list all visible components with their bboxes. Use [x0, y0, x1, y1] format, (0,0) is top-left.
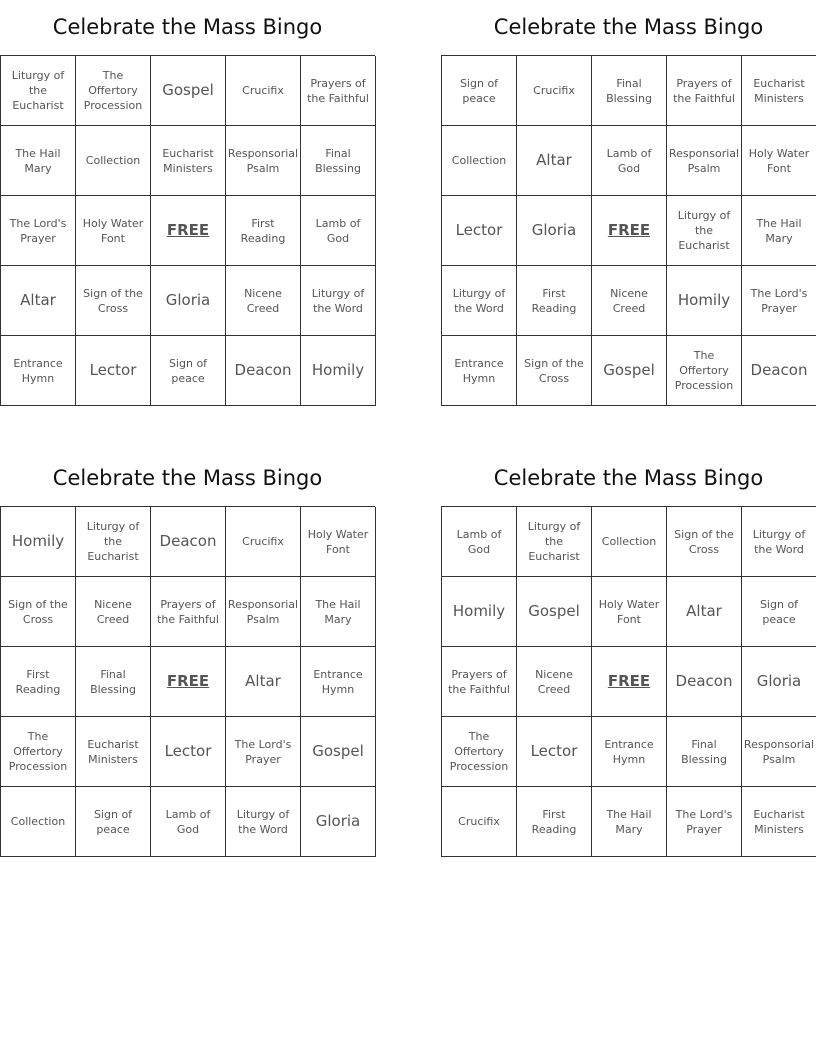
bingo-cell: Gospel [301, 717, 376, 787]
bingo-cell: Deacon [667, 647, 742, 717]
bingo-cell: Lamb of God [442, 507, 517, 577]
card-title: Celebrate the Mass Bingo [52, 15, 323, 39]
bingo-card-3 [0, 451, 375, 857]
bingo-card-1 [0, 0, 375, 406]
bingo-cell: Crucifix [517, 56, 592, 126]
bingo-cell: Nicene Creed [517, 647, 592, 717]
bingo-cell: Homily [1, 507, 76, 577]
free-space-cell: FREE [592, 647, 667, 717]
bingo-cell: Eucharist Ministers [76, 717, 151, 787]
bingo-cell: Liturgy of the Eucharist [517, 507, 592, 577]
bingo-cell: First Reading [226, 196, 301, 266]
bingo-cell: Collection [1, 787, 76, 857]
bingo-cell: Sign of the Cross [667, 507, 742, 577]
bingo-cell: Final Blessing [76, 647, 151, 717]
bingo-cell: Holy Water Font [76, 196, 151, 266]
bingo-cell: Lector [442, 196, 517, 266]
bingo-cell: Liturgy of the Eucharist [667, 196, 742, 266]
bingo-cell: First Reading [517, 266, 592, 336]
bingo-cell: Liturgy of the Word [742, 507, 816, 577]
bingo-cell: The Lord's Prayer [226, 717, 301, 787]
bingo-cell: Responsorial Psalm [742, 717, 816, 787]
bingo-cell: First Reading [1, 647, 76, 717]
bingo-cell: Altar [1, 266, 76, 336]
bingo-cell: Lector [76, 336, 151, 406]
bingo-card-2 [441, 0, 816, 406]
bingo-card-4 [441, 451, 816, 857]
bingo-grid [0, 55, 375, 406]
bingo-cell: Lamb of God [592, 126, 667, 196]
bingo-cell: The Offertory Procession [667, 336, 742, 406]
bingo-cell: Responsorial Psalm [226, 126, 301, 196]
bingo-cell: Lector [151, 717, 226, 787]
bingo-cell: Eucharist Ministers [742, 56, 816, 126]
bingo-cell: Sign of peace [442, 56, 517, 126]
bingo-cell: The Offertory Procession [1, 717, 76, 787]
bingo-cell: Sign of peace [151, 336, 226, 406]
bingo-cell: Holy Water Font [592, 577, 667, 647]
bingo-cell: Prayers of the Faithful [442, 647, 517, 717]
card-title: Celebrate the Mass Bingo [52, 466, 323, 490]
bingo-cell: Homily [301, 336, 376, 406]
bingo-grid [0, 506, 375, 857]
bingo-cell: Eucharist Ministers [151, 126, 226, 196]
bingo-cell: The Lord's Prayer [667, 787, 742, 857]
bingo-cell: Lector [517, 717, 592, 787]
bingo-cell: Entrance Hymn [301, 647, 376, 717]
bingo-cell: Gloria [517, 196, 592, 266]
bingo-cell: Holy Water Font [301, 507, 376, 577]
bingo-cell: Gloria [151, 266, 226, 336]
bingo-cell: Collection [592, 507, 667, 577]
bingo-cell: Liturgy of the Word [226, 787, 301, 857]
bingo-cell: Lamb of God [301, 196, 376, 266]
bingo-cell: Eucharist Ministers [742, 787, 816, 857]
bingo-cell: Responsorial Psalm [226, 577, 301, 647]
bingo-cell: Nicene Creed [592, 266, 667, 336]
bingo-cell: Sign of the Cross [76, 266, 151, 336]
bingo-cell: Gospel [151, 56, 226, 126]
bingo-cell: Sign of peace [76, 787, 151, 857]
bingo-cell: Gospel [517, 577, 592, 647]
bingo-cell: Prayers of the Faithful [151, 577, 226, 647]
bingo-cell: Entrance Hymn [592, 717, 667, 787]
free-space-cell: FREE [151, 196, 226, 266]
bingo-cell: Collection [442, 126, 517, 196]
bingo-cell: Holy Water Font [742, 126, 816, 196]
bingo-cell: Altar [667, 577, 742, 647]
bingo-cell: Final Blessing [301, 126, 376, 196]
bingo-cell: Altar [226, 647, 301, 717]
free-space-cell: FREE [592, 196, 667, 266]
bingo-grid [441, 55, 816, 406]
bingo-cell: Gospel [592, 336, 667, 406]
bingo-cell: Deacon [151, 507, 226, 577]
bingo-cell: The Offertory Procession [76, 56, 151, 126]
bingo-cell: Collection [76, 126, 151, 196]
bingo-cell: First Reading [517, 787, 592, 857]
bingo-cell: Entrance Hymn [442, 336, 517, 406]
bingo-cell: Prayers of the Faithful [301, 56, 376, 126]
bingo-cell: Sign of the Cross [517, 336, 592, 406]
bingo-cell: Sign of peace [742, 577, 816, 647]
bingo-cell: The Offertory Procession [442, 717, 517, 787]
bingo-cell: The Hail Mary [742, 196, 816, 266]
bingo-cell: Homily [667, 266, 742, 336]
bingo-cell: Deacon [742, 336, 816, 406]
bingo-cell: The Lord's Prayer [1, 196, 76, 266]
bingo-cell: Entrance Hymn [1, 336, 76, 406]
bingo-cell: Final Blessing [667, 717, 742, 787]
bingo-cell: Nicene Creed [76, 577, 151, 647]
bingo-cell: The Hail Mary [592, 787, 667, 857]
bingo-cell: The Hail Mary [301, 577, 376, 647]
free-space-cell: FREE [151, 647, 226, 717]
card-title: Celebrate the Mass Bingo [493, 466, 764, 490]
bingo-cell: Crucifix [226, 507, 301, 577]
bingo-cell: Homily [442, 577, 517, 647]
bingo-cell: Prayers of the Faithful [667, 56, 742, 126]
bingo-cell: Lamb of God [151, 787, 226, 857]
bingo-cell: The Lord's Prayer [742, 266, 816, 336]
card-title: Celebrate the Mass Bingo [493, 15, 764, 39]
bingo-cell: Liturgy of the Eucharist [76, 507, 151, 577]
bingo-cell: Liturgy of the Word [301, 266, 376, 336]
bingo-cell: Final Blessing [592, 56, 667, 126]
bingo-cell: The Hail Mary [1, 126, 76, 196]
bingo-cell: Deacon [226, 336, 301, 406]
bingo-cell: Responsorial Psalm [667, 126, 742, 196]
bingo-cell: Crucifix [226, 56, 301, 126]
bingo-cell: Gloria [742, 647, 816, 717]
bingo-cell: Gloria [301, 787, 376, 857]
bingo-cell: Liturgy of the Word [442, 266, 517, 336]
bingo-cell: Liturgy of the Eucharist [1, 56, 76, 126]
bingo-grid [441, 506, 816, 857]
bingo-cell: Crucifix [442, 787, 517, 857]
bingo-cell: Nicene Creed [226, 266, 301, 336]
bingo-cell: Sign of the Cross [1, 577, 76, 647]
bingo-cell: Altar [517, 126, 592, 196]
